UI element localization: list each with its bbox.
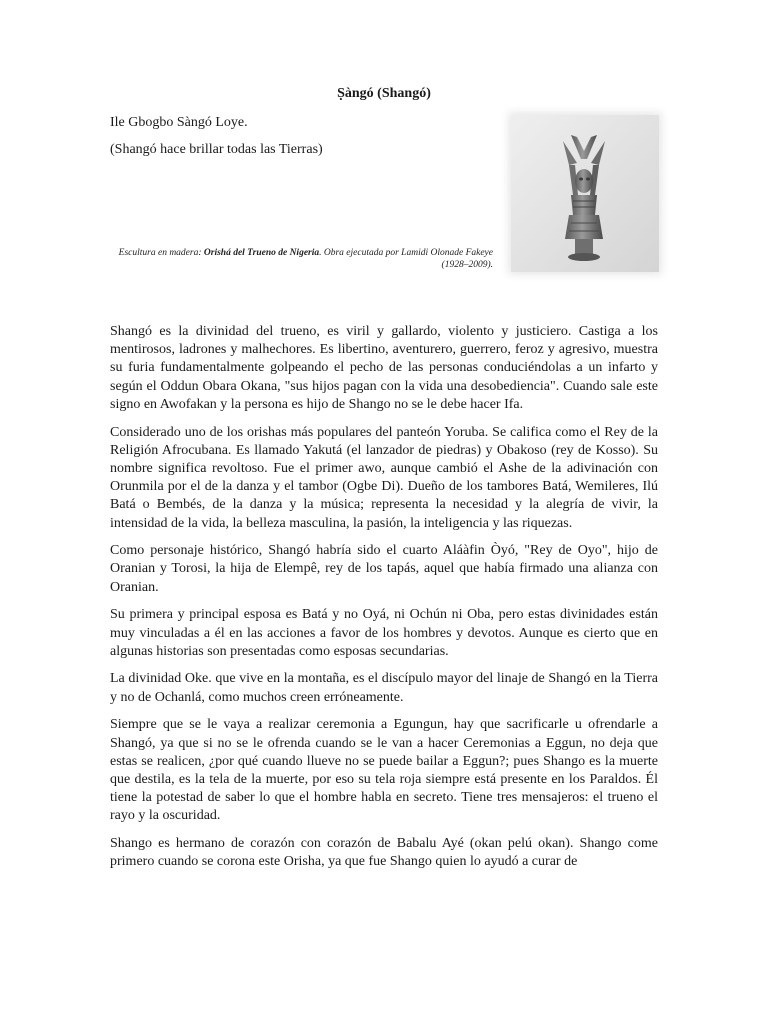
intro-subtitle: (Shangó hace brillar todas las Tierras) <box>110 142 323 157</box>
sculpture-photo <box>511 115 659 272</box>
document-title: Ṣàngó (Shangó) <box>337 86 431 101</box>
caption-title: Orishá del Trueno de Nigeria <box>203 248 320 258</box>
paragraph: Su primera y principal esposa es Batá y no Oyá, ni Ochún ni Oba, pero estas divinidades están muy vinculadas a él en las acciones a favor de los hombres y devotos. Aunque es cierto que en algunas historias son presentadas como esposas secundarias. <box>110 607 658 659</box>
paragraph: Como personaje histórico, Shangó habría sido el cuarto Aláàfin Òyó, "Rey de Oyo", hijo de Oranian y Torosi, la hija de Elempê, rey de los tapás, aquel que había firmado una alianza con Oranian. <box>110 543 658 595</box>
paragraph: Shango es hermano de corazón con corazón de Babalu Ayé (okan pelú okan). Shango come primero cuando se corona este Orisha, ya que fue Shango quien lo ayudó a curar de <box>110 836 658 870</box>
caption-suffix: . Obra ejecutada por Lamidi Olonade Fakeye (1928–2009). <box>319 248 493 270</box>
image-caption <box>112 247 493 271</box>
paragraph: Shangó es la divinidad del trueno, es viril y gallardo, violento y justiciero. Castiga a los mentirosos, ladrones y malhechores. Es libertino, aventurero, guerrero, feroz y agresivo, muestra su furia fundamentalmente golpeando el pecho de las personas conduciéndolas a un infarto y según el Oddun Obara Okana, "sus hijos pagan con la vida una desobediencia". Cuando sale este signo en Awofakan y la persona es hijo de Shango no se le debe hacer Ifa. <box>110 324 658 412</box>
paragraph: La divinidad Oke. que vive en la montaña, es el discípulo mayor del linaje de Shangó en la Tierra y no de Ochanlá, como muchos creen erróneamente. <box>110 671 658 705</box>
caption-prefix: Escultura en madera: <box>118 248 204 258</box>
article-body <box>110 323 658 881</box>
paragraph: Siempre que se le vaya a realizar ceremonia a Egungun, hay que sacrificarle u ofrendarle a Shangó, ya que si no se le ofrenda cuando se le van a hacer Ceremonias a Eggun, no deja que estas se realicen, ¿por qué cuando llueve no se puede bailar a Eggun?; pues Shango es la muerte que destila, es la tela de la muerte, por eso su tela roja siempre está presente en los Paraldos. Él tiene la potestad de saber lo que el hombre habla en secreto. Tiene tres mensajeros: el trueno el rayo y la oscuridad. <box>110 717 658 824</box>
paragraph: Considerado uno de los orishas más populares del panteón Yoruba. Se califica como el Rey de la Religión Afrocubana. Es llamado Yakutá (el lanzador de piedras) y Obakoso (rey de Kosso). Su nombre significa revoltoso. Fue el primer awo, aunque cambió el Ashe de la adivinación con Orunmila por el de la danza y el tambor (Ogbe Di). Dueño de los tambores Batá, Wemileres, Ilú Batá o Bembés, de la danza y la música; representa la necesidad y la alegría de vivir, la intensidad de la vida, la belleza masculina, la pasión, la inteligencia y las riquezas. <box>110 424 658 531</box>
intro-line: Ile Gbogbo Sàngó Loye. <box>110 115 248 130</box>
sculpture-image <box>511 115 659 272</box>
